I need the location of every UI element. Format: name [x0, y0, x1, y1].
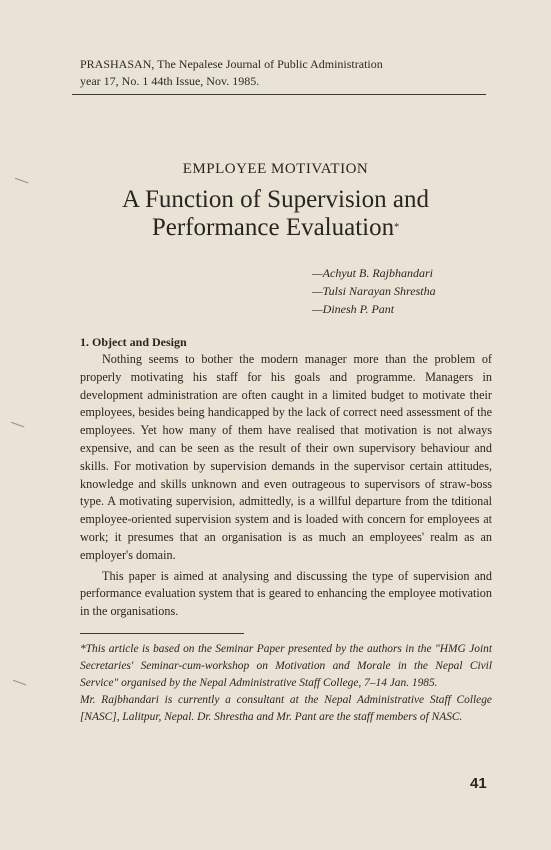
body-text — [80, 351, 492, 624]
footnote-rule — [80, 633, 244, 634]
footnotes — [80, 641, 492, 726]
title-line-1: A Function of Supervision and — [122, 186, 429, 213]
author-list — [312, 264, 492, 318]
author: —Achyut B. Rajbhandari — [312, 266, 433, 280]
article-title — [0, 186, 551, 242]
journal-header — [80, 56, 490, 90]
author: —Tulsi Narayan Shrestha — [312, 284, 436, 298]
title-line-2: Performance Evaluation — [151, 214, 395, 241]
section-heading: 1. Object and Design — [80, 335, 187, 349]
article-kicker: EMPLOYEE MOTIVATION — [182, 161, 369, 177]
footnote: *This article is based on the Seminar Paper presented by the authors in the "HMG Joint Secretaries' Seminar-cum-workshop on Motivation and Morale in the Nepal Civil Service" organised by the Nepal Administrative Staff College, 7–14 Jan. 1985. — [80, 643, 492, 689]
page-number: 41 — [470, 775, 487, 792]
title-footnote-mark: * — [394, 222, 400, 233]
binding-mark — [12, 680, 27, 689]
binding-mark — [10, 422, 25, 431]
paragraph: Nothing seems to bother the modern manager more than the problem of properly motivating his staff for his goals and programme. Managers in development administration are often caught in a limited budget to motivate their employees, besides being handicapped by the lack of correct need assessment of the employees. Yet how many of them have realised that motivation is not always expensive, and can be seen as the result of their own supervisory behaviour and skills. For motivation by supervision demands in the supervisor certain attitudes, knowledge and skills unknown and even outrageous to supervisors of straw-boss type. A motivating supervision, admittedly, is a willful departure from the tditional employee-oriented supervision system and is loaded with concern for employees at work; it presumes that an organisation is as much an employees' realm as an employer's domain. — [80, 352, 492, 562]
author: —Dinesh P. Pant — [312, 302, 395, 316]
title-line-2-wrap — [0, 214, 551, 242]
header-rule — [72, 94, 486, 95]
journal-name: PRASHASAN, The Nepalese Journal of Public Administration — [80, 57, 383, 71]
footnote: Mr. Rajbhandari is currently a consultant at the Nepal Administrative Staff College [NASC], Lalitpur, Nepal. Dr. Shrestha and Mr. Pant are the staff members of NASC. — [80, 694, 492, 723]
issue-info: year 17, No. 1 44th Issue, Nov. 1985. — [80, 74, 260, 88]
paragraph: This paper is aimed at analysing and discussing the type of supervision and performance evaluation system that is geared to enhancing the employee motivation in the organisations. — [80, 568, 492, 619]
